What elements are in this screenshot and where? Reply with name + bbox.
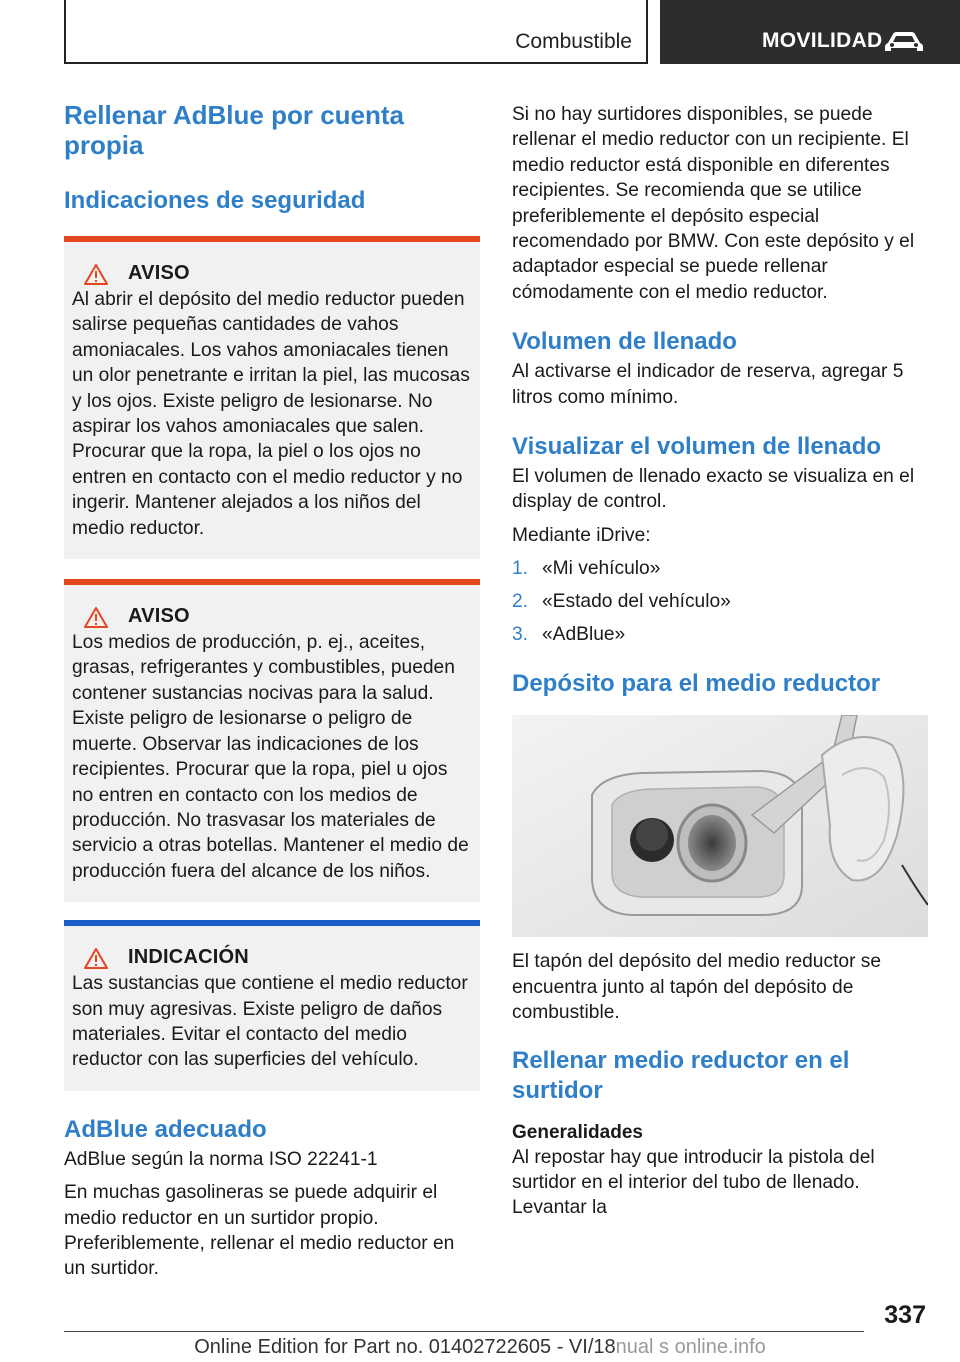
warning-box-1 [64, 236, 480, 559]
step-number: 1. [512, 558, 529, 580]
idrive-text: Mediante iDrive: [512, 524, 651, 546]
step-text: «AdBlue» [542, 624, 626, 646]
notice-label: INDICACIÓN [128, 946, 249, 969]
fill-volume-heading: Volumen de llenado [512, 328, 737, 356]
header-section-tab [64, 0, 648, 64]
step-number: 3. [512, 624, 529, 646]
section-title: Combustible [515, 30, 632, 53]
warning-box-2 [64, 579, 480, 902]
idrive-steps [512, 552, 928, 651]
header-chapter-tab [660, 0, 960, 64]
adblue-filler-photo [512, 715, 928, 937]
watermark-text: nual s online.info [615, 1336, 766, 1358]
right-column [512, 100, 928, 1221]
adblue-heading: AdBlue adecuado [64, 1115, 267, 1143]
general-heading: Generalidades [512, 1121, 643, 1143]
warning-triangle-icon [84, 606, 108, 628]
display-volume-text: El volumen de llenado exacto se visualiza en el display de control. [512, 466, 915, 513]
list-item [512, 585, 928, 618]
adblue-norm-text: AdBlue según la norma ISO 22241‑1 [64, 1148, 378, 1170]
list-item [512, 618, 928, 651]
step-text: «Mi vehículo» [542, 558, 661, 580]
chapter-title: MOVILIDAD [762, 29, 883, 52]
warning-label: AVISO [128, 605, 190, 628]
adblue-text: En muchas gasolineras se puede adquirir el medio reductor en un surtidor propio. Preferiblemente, rellenar el medio reductor en un surtidor. [64, 1182, 455, 1280]
fill-volume-text: Al activarse el indicador de reserva, agregar 5 litros como mínimo. [512, 361, 904, 408]
footer-edition [0, 1336, 960, 1359]
list-item [512, 552, 928, 585]
footer-divider [64, 1331, 864, 1332]
page-title: Rellenar AdBlue por cuenta propia [64, 100, 404, 160]
warning-text: Los medios de producción, p. ej., aceites, grasas, refrigerantes y combustibles, pueden contener sustancias nocivas para la salud. Existe peligro de lesionarse o peligro de muerte. Observar las indicaciones de los recipientes. Procurar que la ropa, piel u ojos no entren en contacto con los medios de producción. No trasvasar los materiales de servicio a otras botellas. Mantener el medio de producción fuera del alcance de los niños. [72, 632, 469, 882]
warning-label: AVISO [128, 262, 190, 284]
pump-heading: Rellenar medio reductor en el surtidor [512, 1046, 850, 1104]
notice-text: Las sustancias que contiene el medio reductor son muy agresivas. Existe peligro de daños materiales. Evitar el contacto del medio reductor con las superficies del vehículo. [72, 973, 468, 1071]
step-text: «Estado del vehículo» [542, 591, 731, 613]
warning-triangle-icon [84, 947, 108, 969]
car-icon [882, 29, 926, 55]
page-number: 337 [884, 1301, 926, 1329]
warning-triangle-icon [84, 263, 108, 285]
display-volume-heading: Visualizar el volumen de llenado [512, 433, 882, 461]
general-text: Al repostar hay que introducir la pistola del surtidor en el interior del tubo de llenado. Levantar la [512, 1146, 875, 1219]
tank-heading: Depósito para el medio reductor [512, 670, 881, 698]
notice-box [64, 920, 480, 1091]
left-column [64, 100, 480, 1282]
edition-text: Online Edition for Part no. 01402722605 - VI/18 [194, 1336, 616, 1358]
step-number: 2. [512, 591, 529, 613]
safety-heading: Indicaciones de seguridad [64, 187, 366, 214]
warning-text: Al abrir el depósito del medio reductor pueden salirse pequeñas cantidades de vahos amoniacales. Los vahos amoniacales tienen un olor penetrante e irritan la piel, las mucosas y los ojos. Existe peligro de lesionarse. No aspirar los vahos amoniacales que salen. Procurar que la ropa, la piel o los ojos no entren en contacto con el medio reductor y no ingerir. Mantener alejados a los niños del medio reductor. [72, 289, 470, 539]
tank-caption: El tapón del depósito del medio reductor se encuentra junto al tapón del depósito de combustible. [512, 951, 882, 1024]
intro-text: Si no hay surtidores disponibles, se puede rellenar el medio reductor con un recipiente. El medio reductor está disponible en diferentes recipientes. Se recomienda que se utilice preferiblemente el depósito especial recomendado por BMW. Con este depósito y el adaptador especial se puede rellenar cómodamente con el medio reductor. [512, 104, 915, 303]
